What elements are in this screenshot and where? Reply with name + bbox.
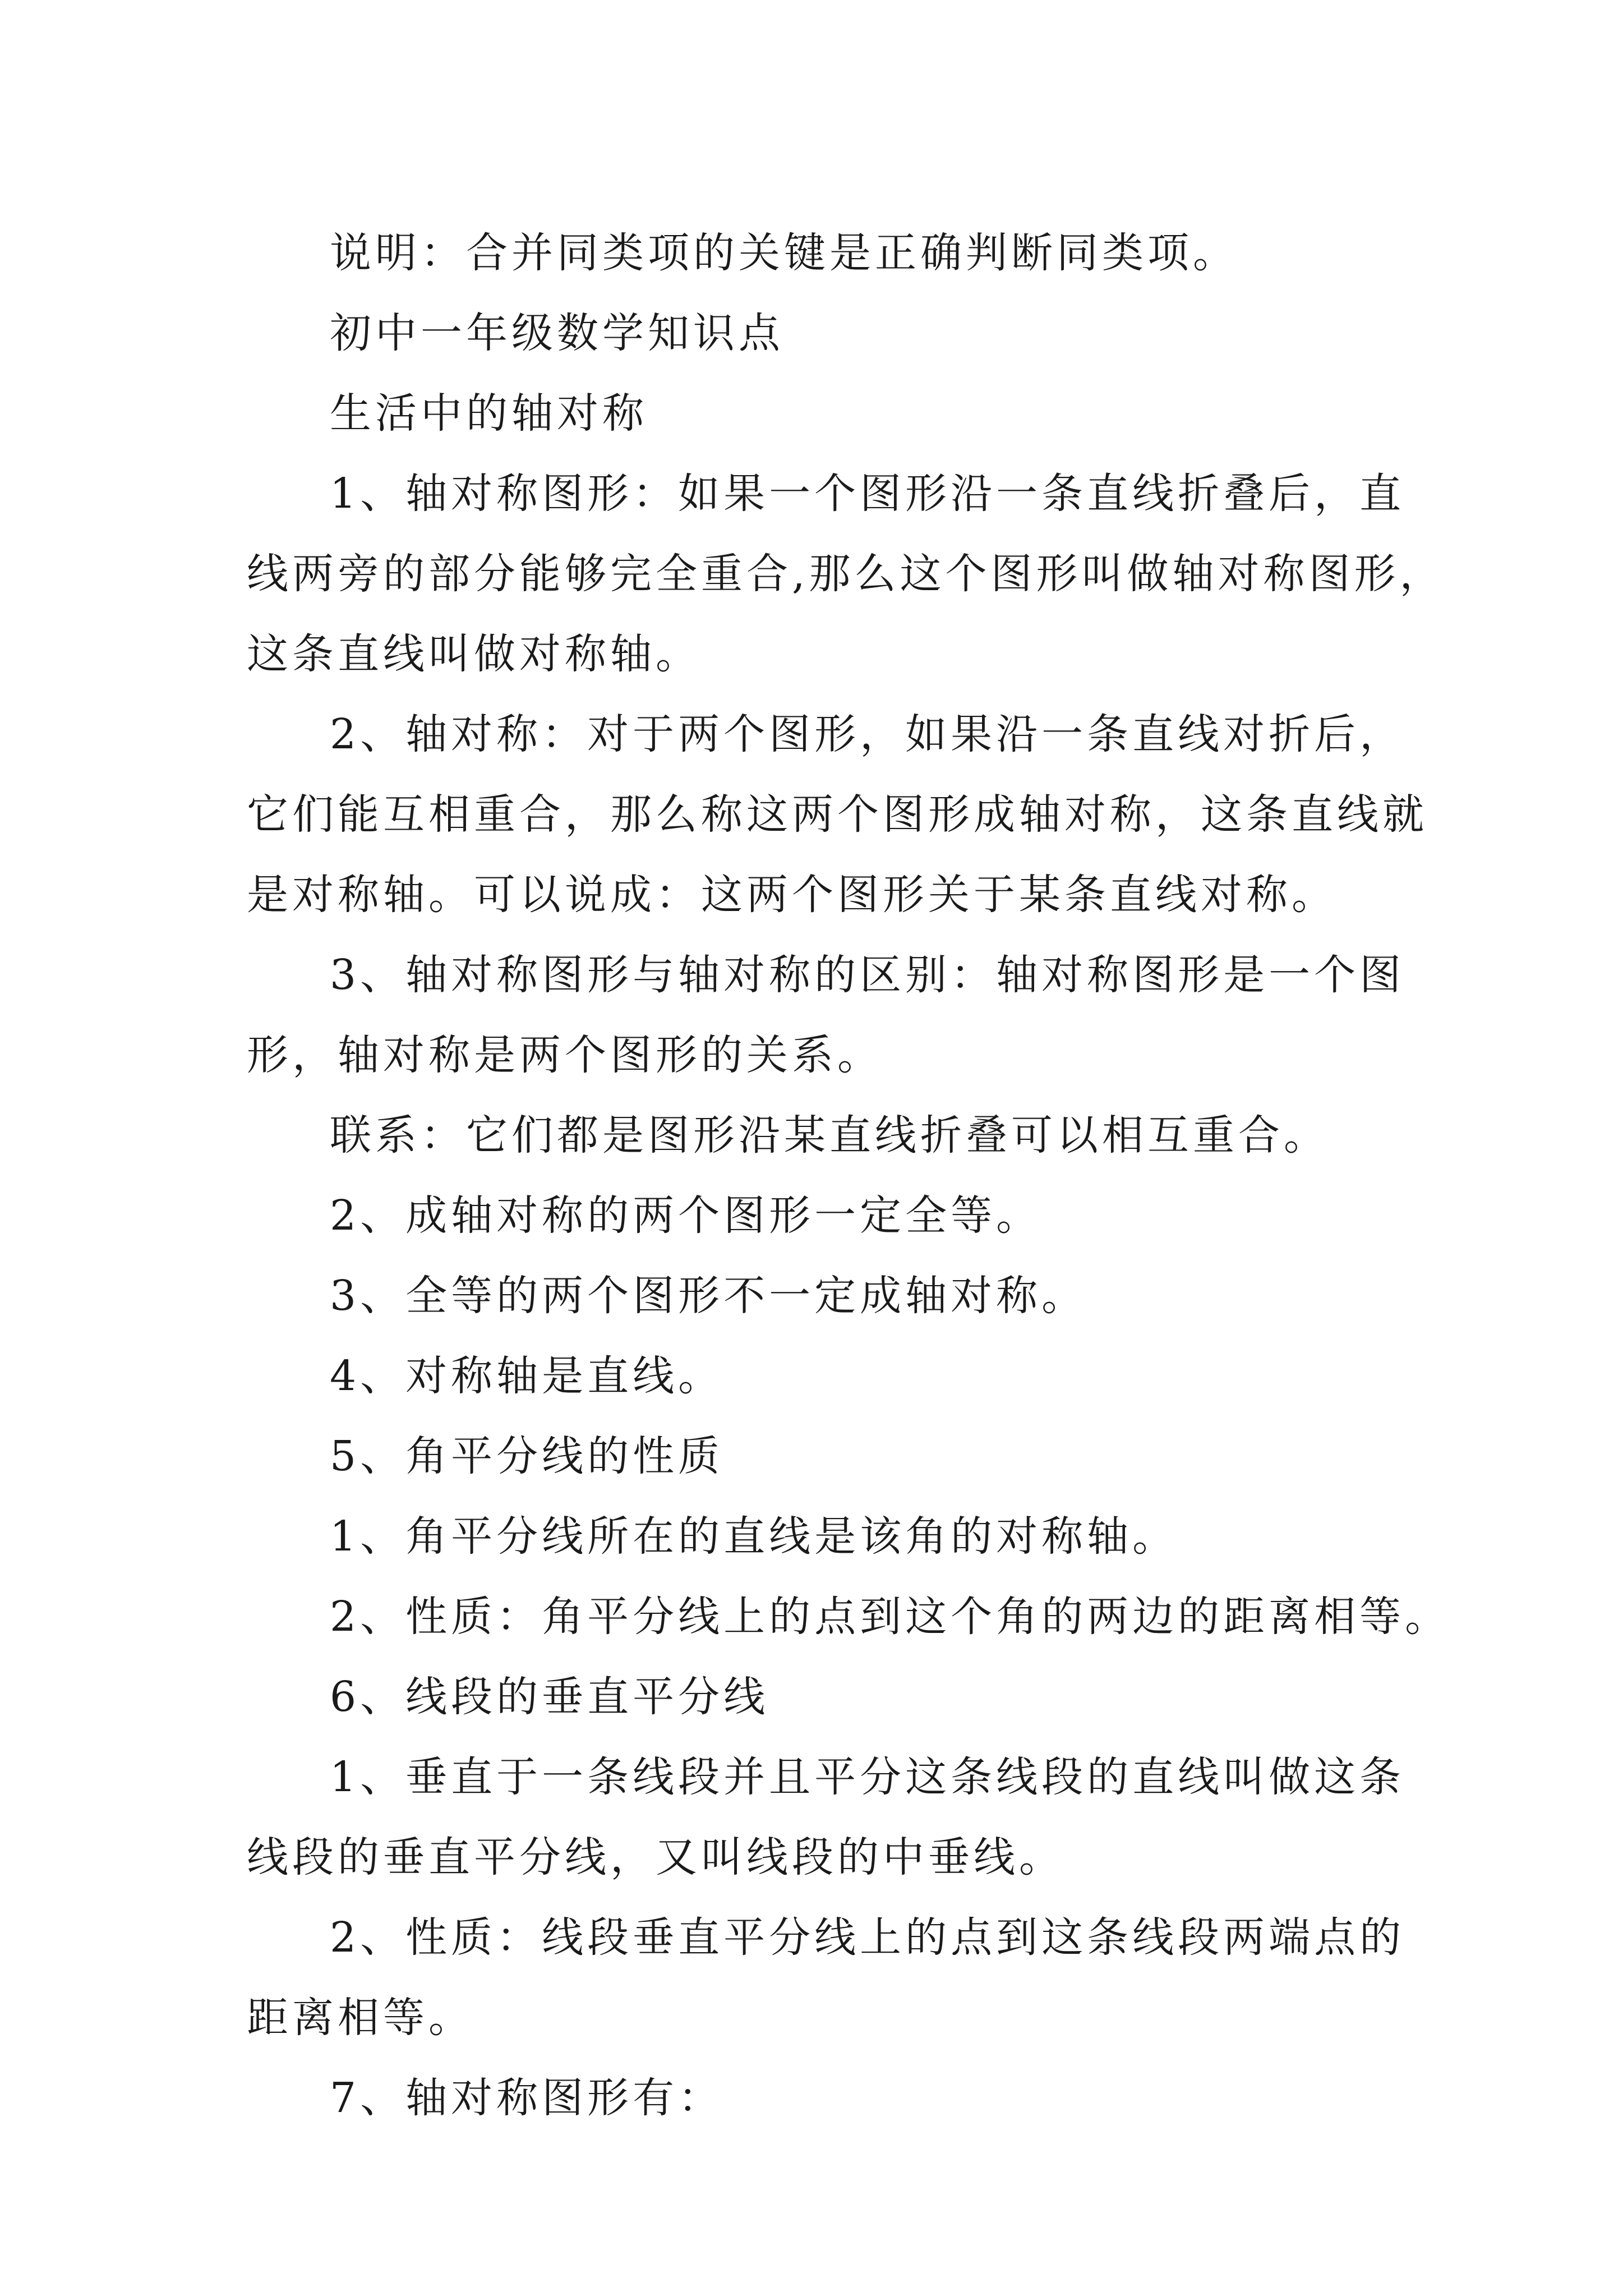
- text-line: 7、轴对称图形有：: [330, 2074, 724, 2122]
- text-line: 它们能互相重合，那么称这两个图形成轴对称，这条直线就: [247, 790, 1428, 839]
- text-line: 这条直线叫做对称轴。: [247, 630, 701, 678]
- text-line: 2、成轴对称的两个图形一定全等。: [330, 1191, 1042, 1240]
- text-line: 1、垂直于一条线段并且平分这条线段的直线叫做这条: [330, 1753, 1405, 1801]
- text-line: 2、轴对称：对于两个图形，如果沿一条直线对折后，: [330, 710, 1405, 758]
- text-line: 3、轴对称图形与轴对称的区别：轴对称图形是一个图: [330, 951, 1405, 999]
- text-line: 2、性质：角平分线上的点到这个角的两边的距离相等。: [330, 1593, 1451, 1641]
- text-line: 生活中的轴对称: [330, 389, 648, 438]
- text-line: 形，轴对称是两个图形的关系。: [247, 1031, 883, 1079]
- text-line: 联系：它们都是图形沿某直线折叠可以相互重合。: [330, 1111, 1329, 1159]
- document-body: [247, 213, 1451, 2138]
- text-line: 3、全等的两个图形不一定成轴对称。: [330, 1272, 1087, 1320]
- text-line: 初中一年级数学知识点: [330, 309, 784, 357]
- text-line: 线两旁的部分能够完全重合,那么这个图形叫做轴对称图形，: [247, 550, 1445, 598]
- text-line: 说明：合并同类项的关键是正确判断同类项。: [330, 229, 1238, 277]
- text-line: 2、性质：线段垂直平分线上的点到这条线段两端点的: [330, 1913, 1405, 1962]
- text-line: 距离相等。: [247, 1994, 474, 2042]
- text-line: 1、角平分线所在的直线是该角的对称轴。: [330, 1512, 1178, 1561]
- text-line: 1、轴对称图形：如果一个图形沿一条直线折叠后，直: [330, 470, 1405, 518]
- text-line: 4、对称轴是直线。: [330, 1352, 724, 1400]
- text-line: 是对称轴。可以说成：这两个图形关于某条直线对称。: [247, 871, 1337, 919]
- text-line: 5、角平分线的性质: [330, 1432, 724, 1480]
- text-line: 线段的垂直平分线，又叫线段的中垂线。: [247, 1833, 1064, 1881]
- text-line: 6、线段的垂直平分线: [330, 1673, 769, 1721]
